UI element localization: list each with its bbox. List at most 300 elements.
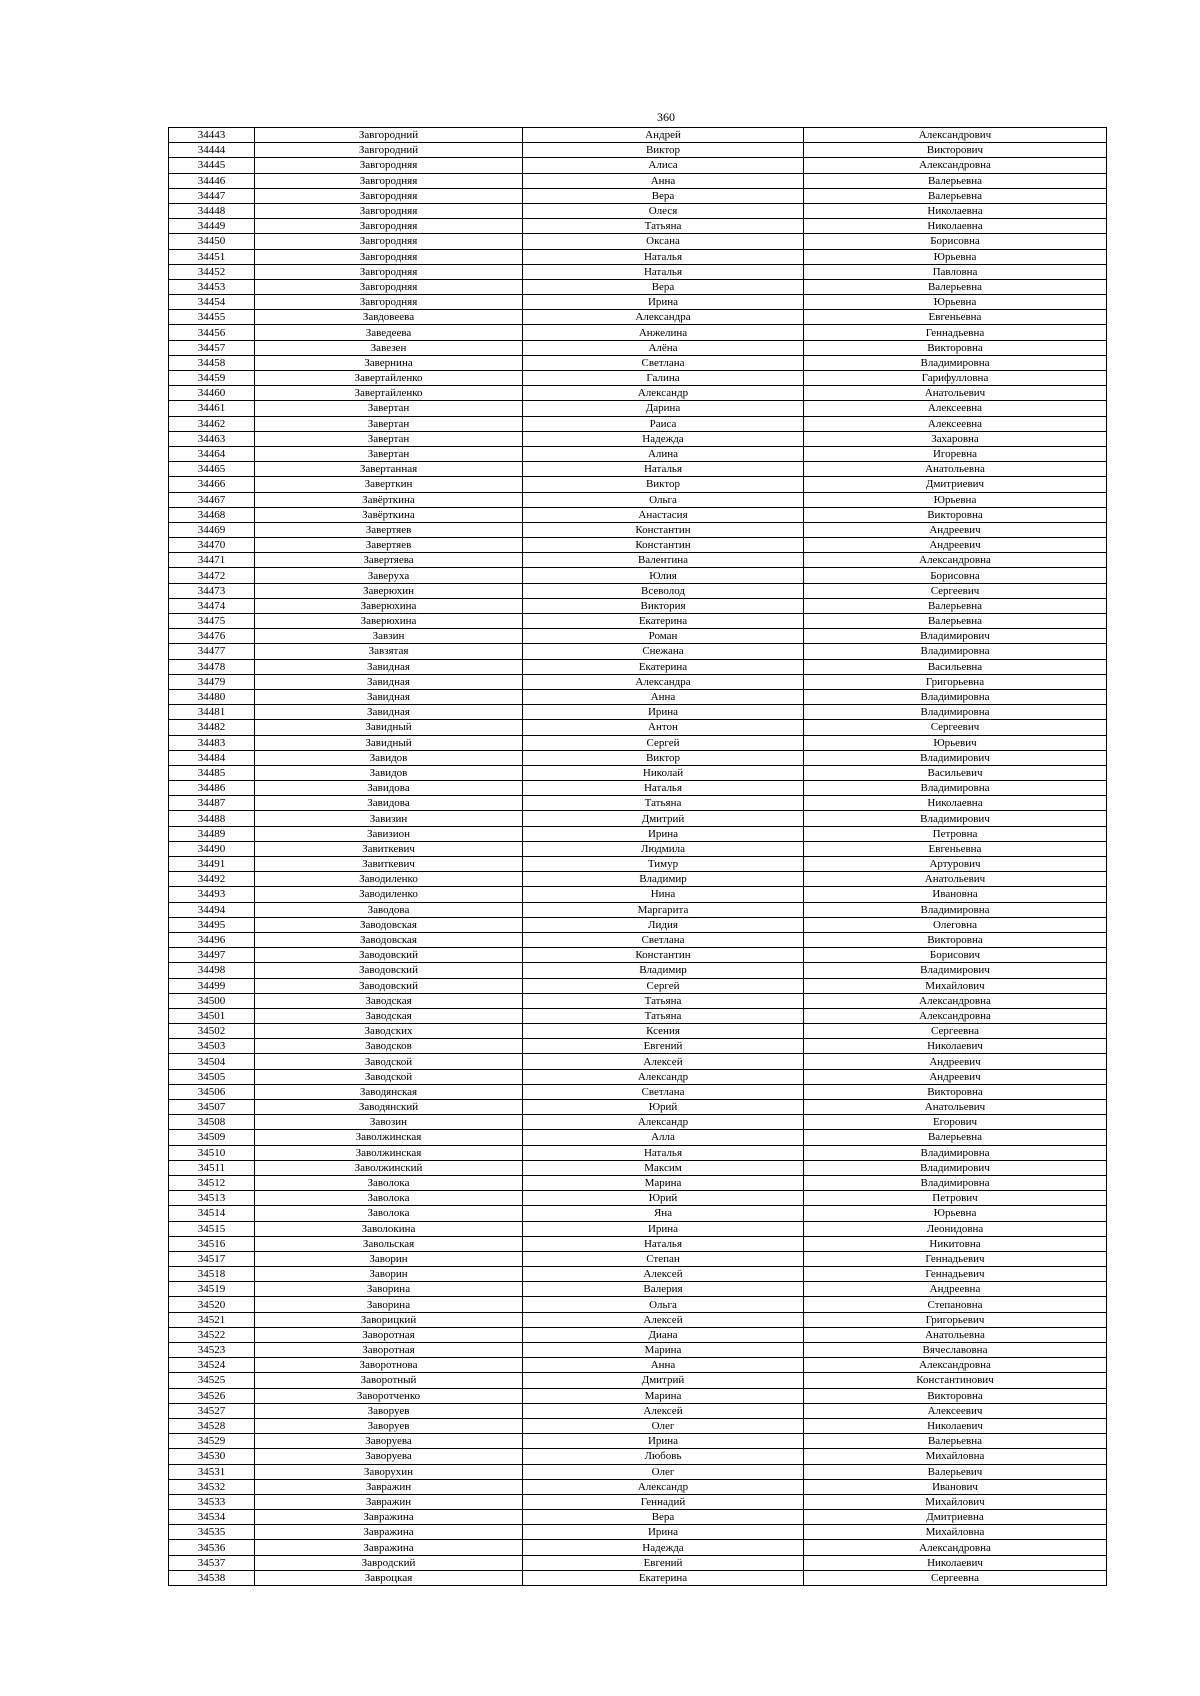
surname-cell: Завзятая — [255, 644, 523, 659]
record-number-cell: 34460 — [169, 386, 255, 401]
patronymic-cell: Михайлович — [804, 978, 1107, 993]
surname-cell: Завгородняя — [255, 249, 523, 264]
record-number-cell: 34514 — [169, 1206, 255, 1221]
table-row — [169, 446, 1107, 461]
surname-cell: Завражин — [255, 1479, 523, 1494]
surname-cell: Завродский — [255, 1555, 523, 1570]
surname-cell: Заводской — [255, 1054, 523, 1069]
record-number-cell: 34493 — [169, 887, 255, 902]
first-name-cell: Наталья — [523, 1145, 804, 1160]
patronymic-cell: Григорьевна — [804, 674, 1107, 689]
patronymic-cell: Леонидовна — [804, 1221, 1107, 1236]
first-name-cell: Николай — [523, 765, 804, 780]
table-row — [169, 143, 1107, 158]
record-number-cell: 34447 — [169, 188, 255, 203]
first-name-cell: Раиса — [523, 416, 804, 431]
table-row — [169, 1100, 1107, 1115]
table-row — [169, 371, 1107, 386]
patronymic-cell: Иванович — [804, 1479, 1107, 1494]
record-number-cell: 34507 — [169, 1100, 255, 1115]
surname-cell: Завидов — [255, 750, 523, 765]
surname-cell: Заворотная — [255, 1343, 523, 1358]
surname-cell: Заводсков — [255, 1039, 523, 1054]
record-number-cell: 34533 — [169, 1494, 255, 1509]
first-name-cell: Константин — [523, 522, 804, 537]
record-number-cell: 34450 — [169, 234, 255, 249]
first-name-cell: Оксана — [523, 234, 804, 249]
first-name-cell: Алина — [523, 446, 804, 461]
first-name-cell: Лидия — [523, 917, 804, 932]
surname-cell: Завгородняя — [255, 203, 523, 218]
table-row — [169, 1251, 1107, 1266]
patronymic-cell: Владимирович — [804, 750, 1107, 765]
first-name-cell: Ирина — [523, 1221, 804, 1236]
record-number-cell: 34448 — [169, 203, 255, 218]
first-name-cell: Алексей — [523, 1403, 804, 1418]
patronymic-cell: Александровна — [804, 993, 1107, 1008]
table-row — [169, 553, 1107, 568]
surname-cell: Заведеева — [255, 325, 523, 340]
table-row — [169, 781, 1107, 796]
patronymic-cell: Андреевич — [804, 1054, 1107, 1069]
patronymic-cell: Александровна — [804, 158, 1107, 173]
first-name-cell: Светлана — [523, 355, 804, 370]
record-number-cell: 34524 — [169, 1358, 255, 1373]
patronymic-cell: Николаевна — [804, 203, 1107, 218]
first-name-cell: Валентина — [523, 553, 804, 568]
table-row — [169, 416, 1107, 431]
record-number-cell: 34516 — [169, 1236, 255, 1251]
record-number-cell: 34520 — [169, 1297, 255, 1312]
patronymic-cell: Валерьевна — [804, 1130, 1107, 1145]
first-name-cell: Алёна — [523, 340, 804, 355]
patronymic-cell: Николаевич — [804, 1555, 1107, 1570]
surname-cell: Завернина — [255, 355, 523, 370]
patronymic-cell: Юрьевич — [804, 735, 1107, 750]
surname-cell: Завидная — [255, 659, 523, 674]
record-number-cell: 34459 — [169, 371, 255, 386]
surname-cell: Заводиленко — [255, 887, 523, 902]
patronymic-cell: Александровна — [804, 1358, 1107, 1373]
first-name-cell: Анжелина — [523, 325, 804, 340]
patronymic-cell: Валерьевна — [804, 279, 1107, 294]
surname-cell: Завгородняя — [255, 295, 523, 310]
patronymic-cell: Михайлович — [804, 1494, 1107, 1509]
first-name-cell: Марина — [523, 1343, 804, 1358]
record-number-cell: 34534 — [169, 1510, 255, 1525]
patronymic-cell: Владимирович — [804, 1160, 1107, 1175]
record-number-cell: 34537 — [169, 1555, 255, 1570]
surname-cell: Заворотная — [255, 1327, 523, 1342]
surname-cell: Завдовеева — [255, 310, 523, 325]
table-row — [169, 1434, 1107, 1449]
record-number-cell: 34449 — [169, 219, 255, 234]
patronymic-cell: Геннадьевич — [804, 1251, 1107, 1266]
table-row — [169, 295, 1107, 310]
patronymic-cell: Владимирович — [804, 811, 1107, 826]
patronymic-cell: Александровна — [804, 1008, 1107, 1023]
first-name-cell: Вера — [523, 1510, 804, 1525]
surname-cell: Завгородняя — [255, 279, 523, 294]
patronymic-cell: Владимировна — [804, 705, 1107, 720]
first-name-cell: Виктор — [523, 477, 804, 492]
surname-cell: Заверткин — [255, 477, 523, 492]
table-row — [169, 917, 1107, 932]
first-name-cell: Виктор — [523, 143, 804, 158]
first-name-cell: Татьяна — [523, 1008, 804, 1023]
record-number-cell: 34518 — [169, 1267, 255, 1282]
surname-cell: Завгородняя — [255, 234, 523, 249]
table-row — [169, 932, 1107, 947]
record-number-cell: 34473 — [169, 583, 255, 598]
first-name-cell: Алексей — [523, 1312, 804, 1327]
surname-cell: Завидова — [255, 781, 523, 796]
surname-cell: Заворин — [255, 1251, 523, 1266]
surname-cell: Заводовская — [255, 932, 523, 947]
patronymic-cell: Александровна — [804, 553, 1107, 568]
first-name-cell: Александр — [523, 386, 804, 401]
surname-cell: Завидный — [255, 735, 523, 750]
table-row — [169, 705, 1107, 720]
first-name-cell: Евгений — [523, 1039, 804, 1054]
surname-cell: Заволжинская — [255, 1145, 523, 1160]
first-name-cell: Александра — [523, 674, 804, 689]
record-number-cell: 34495 — [169, 917, 255, 932]
patronymic-cell: Борисовна — [804, 568, 1107, 583]
table-row — [169, 522, 1107, 537]
first-name-cell: Александр — [523, 1069, 804, 1084]
first-name-cell: Снежана — [523, 644, 804, 659]
first-name-cell: Ирина — [523, 705, 804, 720]
first-name-cell: Ирина — [523, 826, 804, 841]
first-name-cell: Татьяна — [523, 796, 804, 811]
table-row — [169, 538, 1107, 553]
table-row — [169, 1145, 1107, 1160]
patronymic-cell: Анатольевич — [804, 872, 1107, 887]
table-row — [169, 629, 1107, 644]
patronymic-cell: Михайловна — [804, 1525, 1107, 1540]
record-number-cell: 34466 — [169, 477, 255, 492]
first-name-cell: Анна — [523, 1358, 804, 1373]
record-number-cell: 34512 — [169, 1175, 255, 1190]
first-name-cell: Виктория — [523, 598, 804, 613]
record-number-cell: 34526 — [169, 1388, 255, 1403]
record-number-cell: 34528 — [169, 1418, 255, 1433]
surname-cell: Заворуева — [255, 1434, 523, 1449]
patronymic-cell: Николаевна — [804, 219, 1107, 234]
patronymic-cell: Владимирович — [804, 629, 1107, 644]
surname-cell: Заводовская — [255, 917, 523, 932]
patronymic-cell: Васильевич — [804, 765, 1107, 780]
first-name-cell: Вера — [523, 279, 804, 294]
table-row — [169, 826, 1107, 841]
table-row — [169, 1494, 1107, 1509]
table-row — [169, 279, 1107, 294]
patronymic-cell: Анатольевич — [804, 386, 1107, 401]
patronymic-cell: Егорович — [804, 1115, 1107, 1130]
surname-cell: Заверюхина — [255, 614, 523, 629]
table-row — [169, 644, 1107, 659]
first-name-cell: Ольга — [523, 1297, 804, 1312]
first-name-cell: Наталья — [523, 462, 804, 477]
table-row — [169, 1221, 1107, 1236]
patronymic-cell: Валерьевна — [804, 614, 1107, 629]
surname-cell: Заворотный — [255, 1373, 523, 1388]
surname-cell: Завидов — [255, 765, 523, 780]
table-row — [169, 1358, 1107, 1373]
surname-cell: Завертан — [255, 431, 523, 446]
first-name-cell: Алла — [523, 1130, 804, 1145]
surname-cell: Завгородний — [255, 143, 523, 158]
table-row — [169, 203, 1107, 218]
surname-cell: Заволжинский — [255, 1160, 523, 1175]
patronymic-cell: Андреевич — [804, 538, 1107, 553]
patronymic-cell: Валерьевна — [804, 1434, 1107, 1449]
first-name-cell: Константин — [523, 948, 804, 963]
patronymic-cell: Юрьевна — [804, 1206, 1107, 1221]
patronymic-cell: Васильевна — [804, 659, 1107, 674]
surname-cell: Заверюхин — [255, 583, 523, 598]
first-name-cell: Марина — [523, 1175, 804, 1190]
first-name-cell: Сергей — [523, 735, 804, 750]
table-row — [169, 219, 1107, 234]
table-row — [169, 1297, 1107, 1312]
surname-cell: Заводских — [255, 1024, 523, 1039]
table-row — [169, 948, 1107, 963]
table-row — [169, 264, 1107, 279]
table-row — [169, 173, 1107, 188]
first-name-cell: Сергей — [523, 978, 804, 993]
first-name-cell: Олеся — [523, 203, 804, 218]
patronymic-cell: Викторович — [804, 143, 1107, 158]
table-row — [169, 750, 1107, 765]
table-row — [169, 1312, 1107, 1327]
surname-cell: Завертяев — [255, 522, 523, 537]
record-number-cell: 34472 — [169, 568, 255, 583]
first-name-cell: Екатерина — [523, 659, 804, 674]
patronymic-cell: Константинович — [804, 1373, 1107, 1388]
table-row — [169, 1175, 1107, 1190]
record-number-cell: 34531 — [169, 1464, 255, 1479]
record-number-cell: 34464 — [169, 446, 255, 461]
first-name-cell: Антон — [523, 720, 804, 735]
record-number-cell: 34471 — [169, 553, 255, 568]
record-number-cell: 34477 — [169, 644, 255, 659]
patronymic-cell: Олеговна — [804, 917, 1107, 932]
first-name-cell: Маргарита — [523, 902, 804, 917]
first-name-cell: Дмитрий — [523, 811, 804, 826]
first-name-cell: Алексей — [523, 1054, 804, 1069]
record-number-cell: 34499 — [169, 978, 255, 993]
table-row — [169, 386, 1107, 401]
patronymic-cell: Владимировна — [804, 781, 1107, 796]
table-row — [169, 1373, 1107, 1388]
table-row — [169, 857, 1107, 872]
registry-table-body — [169, 128, 1107, 1586]
surname-cell: Завольская — [255, 1236, 523, 1251]
table-row — [169, 1084, 1107, 1099]
first-name-cell: Надежда — [523, 431, 804, 446]
surname-cell: Заверуха — [255, 568, 523, 583]
surname-cell: Завидная — [255, 689, 523, 704]
surname-cell: Завидова — [255, 796, 523, 811]
first-name-cell: Светлана — [523, 932, 804, 947]
first-name-cell: Наталья — [523, 249, 804, 264]
table-row — [169, 1343, 1107, 1358]
surname-cell: Завражин — [255, 1494, 523, 1509]
registry-table — [168, 127, 1107, 1586]
surname-cell: Заворуев — [255, 1418, 523, 1433]
first-name-cell: Александр — [523, 1479, 804, 1494]
record-number-cell: 34456 — [169, 325, 255, 340]
table-row — [169, 963, 1107, 978]
surname-cell: Завгородняя — [255, 188, 523, 203]
record-number-cell: 34523 — [169, 1343, 255, 1358]
surname-cell: Заводская — [255, 1008, 523, 1023]
surname-cell: Заворицкий — [255, 1312, 523, 1327]
record-number-cell: 34445 — [169, 158, 255, 173]
patronymic-cell: Владимировна — [804, 644, 1107, 659]
record-number-cell: 34505 — [169, 1069, 255, 1084]
patronymic-cell: Сергеевич — [804, 720, 1107, 735]
surname-cell: Завгородняя — [255, 264, 523, 279]
patronymic-cell: Анатольевна — [804, 462, 1107, 477]
record-number-cell: 34444 — [169, 143, 255, 158]
surname-cell: Завзин — [255, 629, 523, 644]
table-row — [169, 1267, 1107, 1282]
record-number-cell: 34486 — [169, 781, 255, 796]
first-name-cell: Екатерина — [523, 614, 804, 629]
surname-cell: Заволока — [255, 1175, 523, 1190]
record-number-cell: 34485 — [169, 765, 255, 780]
table-row — [169, 1054, 1107, 1069]
table-row — [169, 735, 1107, 750]
patronymic-cell: Александрович — [804, 128, 1107, 143]
record-number-cell: 34451 — [169, 249, 255, 264]
table-row — [169, 1464, 1107, 1479]
table-row — [169, 1191, 1107, 1206]
table-row — [169, 340, 1107, 355]
record-number-cell: 34525 — [169, 1373, 255, 1388]
surname-cell: Завезен — [255, 340, 523, 355]
table-row — [169, 325, 1107, 340]
record-number-cell: 34467 — [169, 492, 255, 507]
record-number-cell: 34452 — [169, 264, 255, 279]
patronymic-cell: Вячеславовна — [804, 1343, 1107, 1358]
first-name-cell: Татьяна — [523, 219, 804, 234]
record-number-cell: 34521 — [169, 1312, 255, 1327]
patronymic-cell: Андреевич — [804, 1069, 1107, 1084]
table-row — [169, 1039, 1107, 1054]
first-name-cell: Дарина — [523, 401, 804, 416]
surname-cell: Завёрткина — [255, 492, 523, 507]
surname-cell: Заволжинская — [255, 1130, 523, 1145]
record-number-cell: 34484 — [169, 750, 255, 765]
first-name-cell: Светлана — [523, 1084, 804, 1099]
record-number-cell: 34443 — [169, 128, 255, 143]
record-number-cell: 34494 — [169, 902, 255, 917]
patronymic-cell: Андреевич — [804, 522, 1107, 537]
patronymic-cell: Андреевна — [804, 1282, 1107, 1297]
table-row — [169, 431, 1107, 446]
first-name-cell: Александр — [523, 1115, 804, 1130]
first-name-cell: Наталья — [523, 264, 804, 279]
patronymic-cell: Григорьевич — [804, 1312, 1107, 1327]
patronymic-cell: Михайловна — [804, 1449, 1107, 1464]
record-number-cell: 34481 — [169, 705, 255, 720]
first-name-cell: Наталья — [523, 1236, 804, 1251]
record-number-cell: 34462 — [169, 416, 255, 431]
record-number-cell: 34515 — [169, 1221, 255, 1236]
table-row — [169, 1327, 1107, 1342]
surname-cell: Заверюхина — [255, 598, 523, 613]
surname-cell: Заворина — [255, 1282, 523, 1297]
first-name-cell: Анна — [523, 689, 804, 704]
table-row — [169, 1388, 1107, 1403]
surname-cell: Заволока — [255, 1191, 523, 1206]
surname-cell: Завертяев — [255, 538, 523, 553]
first-name-cell: Юрий — [523, 1191, 804, 1206]
first-name-cell: Вера — [523, 188, 804, 203]
patronymic-cell: Ивановна — [804, 887, 1107, 902]
first-name-cell: Анастасия — [523, 507, 804, 522]
surname-cell: Заворотченко — [255, 1388, 523, 1403]
table-row — [169, 234, 1107, 249]
table-row — [169, 796, 1107, 811]
table-row — [169, 1510, 1107, 1525]
patronymic-cell: Борисович — [804, 948, 1107, 963]
first-name-cell: Юлия — [523, 568, 804, 583]
patronymic-cell: Александровна — [804, 1540, 1107, 1555]
first-name-cell: Валерия — [523, 1282, 804, 1297]
record-number-cell: 34517 — [169, 1251, 255, 1266]
record-number-cell: 34470 — [169, 538, 255, 553]
table-row — [169, 507, 1107, 522]
surname-cell: Заволока — [255, 1206, 523, 1221]
surname-cell: Завертайленко — [255, 386, 523, 401]
table-row — [169, 477, 1107, 492]
first-name-cell: Любовь — [523, 1449, 804, 1464]
patronymic-cell: Дмитриевич — [804, 477, 1107, 492]
record-number-cell: 34483 — [169, 735, 255, 750]
patronymic-cell: Владимирович — [804, 963, 1107, 978]
record-number-cell: 34474 — [169, 598, 255, 613]
patronymic-cell: Артурович — [804, 857, 1107, 872]
table-row — [169, 598, 1107, 613]
table-row — [169, 1555, 1107, 1570]
patronymic-cell: Валерьевна — [804, 173, 1107, 188]
record-number-cell: 34479 — [169, 674, 255, 689]
table-row — [169, 1525, 1107, 1540]
table-row — [169, 993, 1107, 1008]
table-row — [169, 1069, 1107, 1084]
patronymic-cell: Юрьевна — [804, 492, 1107, 507]
record-number-cell: 34496 — [169, 932, 255, 947]
table-row — [169, 720, 1107, 735]
table-row — [169, 1236, 1107, 1251]
record-number-cell: 34454 — [169, 295, 255, 310]
record-number-cell: 34501 — [169, 1008, 255, 1023]
patronymic-cell: Николаевич — [804, 1039, 1107, 1054]
first-name-cell: Диана — [523, 1327, 804, 1342]
record-number-cell: 34463 — [169, 431, 255, 446]
first-name-cell: Максим — [523, 1160, 804, 1175]
record-number-cell: 34458 — [169, 355, 255, 370]
patronymic-cell: Сергеевич — [804, 583, 1107, 598]
patronymic-cell: Степановна — [804, 1297, 1107, 1312]
record-number-cell: 34487 — [169, 796, 255, 811]
patronymic-cell: Николаевич — [804, 1418, 1107, 1433]
